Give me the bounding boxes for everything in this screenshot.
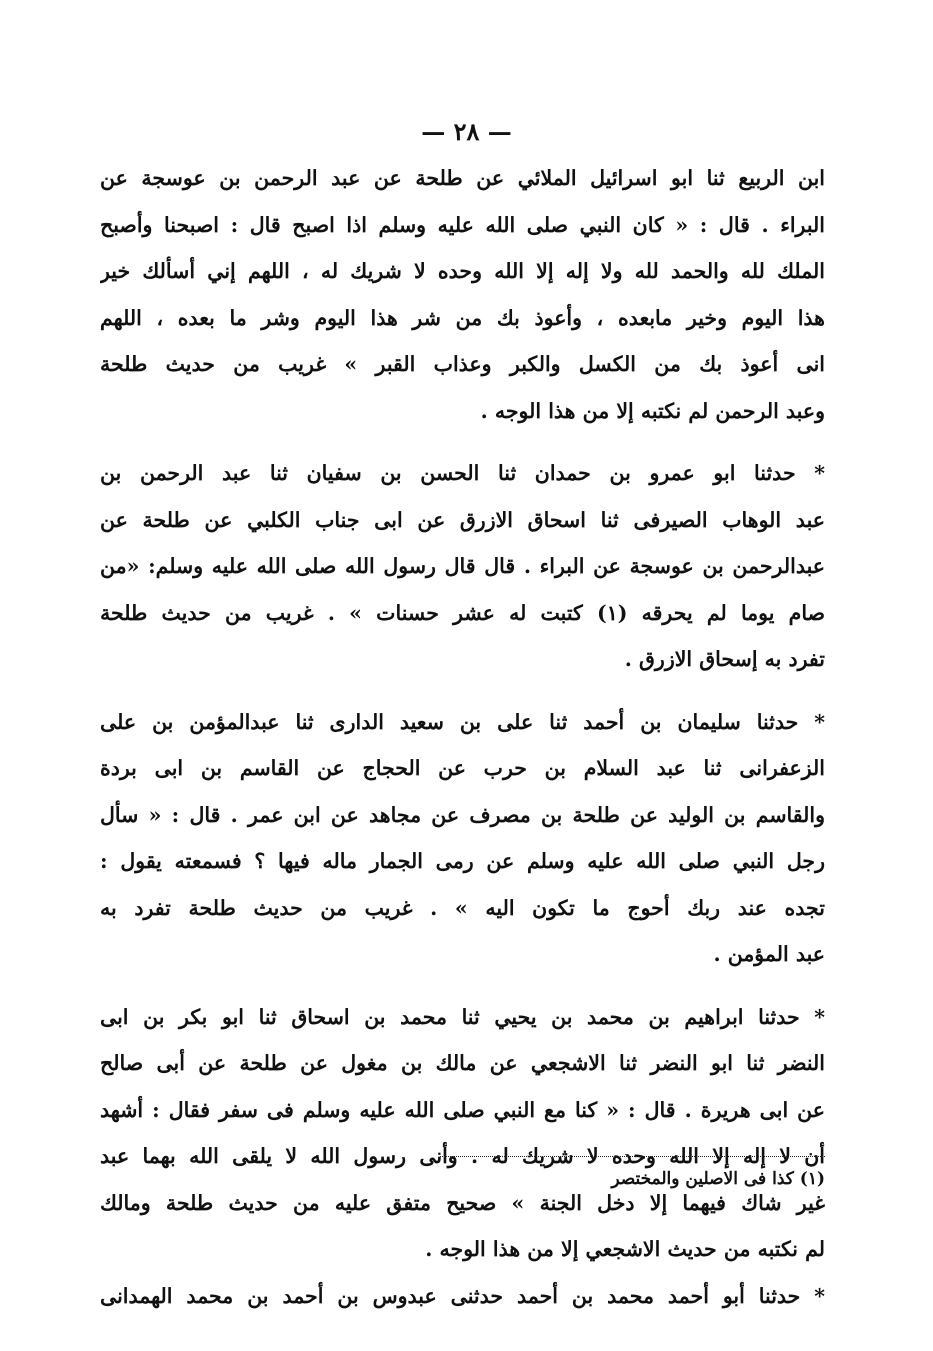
text-line: لم نكتبه من حديث الاشجعي إلا من هذا الوجه . <box>425 1237 825 1261</box>
text-line: والقاسم بن الوليد عن طلحة بن مصرف عن مجاهد عن ابن عمر . قال : « سأل <box>100 802 825 827</box>
text-line: انى أعوذ بك من الكسل والكبر وعذاب القبر » غريب من حديث طلحة <box>100 352 825 376</box>
text-line: * حدثنا أبو أحمد محمد بن أحمد حدثنى عبدوس بن أحمد بن محمد الهمدانى <box>100 1283 825 1308</box>
text-line: * حدثنا ابراهيم بن محمد بن يحيي ثنا محمد بن اسحاق ثنا ابو بكر بن ابى <box>100 1004 825 1029</box>
body-text <box>100 155 825 1319</box>
paragraph-gap <box>100 978 825 994</box>
text-line: النضر ثنا ابو النضر ثنا الاشجعي عن مالك بن مغول عن طلحة عن أبى صالح <box>100 1051 825 1075</box>
text-line: الملك لله والحمد لله ولا إله إلا الله وحده لا شريك له ، اللهم إني أسألك خير <box>100 259 825 283</box>
text-line: الزعفرانى ثنا عبد السلام بن حرب عن الحجاج عن القاسم بن ابى بردة <box>100 756 825 780</box>
text-line: * حدثنا سليمان بن أحمد ثنا على بن سعيد الدارى ثنا عبدالمؤمن بن على <box>100 709 825 734</box>
text-line: وعبد الرحمن لم نكتبه إلا من هذا الوجه . <box>480 398 825 423</box>
text-line: تجده عند ربك أحوج ما تكون اليه » . غريب من حديث طلحة تفرد به <box>100 895 825 920</box>
text-line: تفرد به إسحاق الازرق . <box>624 647 825 671</box>
text-line: عبد الوهاب الصيرفى ثنا اسحاق الازرق عن ابى جناب الكلبي عن طلحة عن <box>100 507 825 532</box>
footnote-separator <box>440 1156 825 1157</box>
text-line: عن ابى هريرة . قال : « كنا مع النبي صلى الله عليه وسلم فى سفر فقال : أشهد <box>100 1097 825 1122</box>
text-line: * حدثنا ابو عمرو بن حمدان ثنا الحسن بن سفيان ثنا عبد الرحمن بن <box>100 461 825 485</box>
page-number: — ٢٨ — <box>421 117 512 146</box>
text-line: أن لا إله إلا الله وحده لا شريك له . وأنى رسول الله لا يلقى الله بهما عبد <box>100 1144 825 1168</box>
text-line: البراء . قال : « كان النبي صلى الله عليه وسلم اذا اصبح قال : اصبحنا وأصبح <box>100 212 825 237</box>
text-line: غير شاك فيهما إلا دخل الجنة » صحيح متفق عليه من حديث طلحة ومالك <box>100 1190 825 1215</box>
text-line: ابن الربيع ثنا ابو اسرائيل الملائي عن طلحة عن عبد الرحمن بن عوسجة عن <box>100 166 825 190</box>
text-line: صام يوما لم يحرقه (١) كتبت له عشر حسنات » . غريب من حديث طلحة <box>100 600 825 625</box>
text-line: عبدالرحمن بن عوسجة عن البراء . قال قال رسول الله صلى الله عليه وسلم: «من <box>100 554 825 578</box>
text-line: هذا اليوم وخير مابعده ، وأعوذ بك من شر هذا اليوم وشر ما بعده ، اللهم <box>100 305 825 330</box>
footnote: (١) كذا فى الاصلين والمختصر <box>611 1169 825 1189</box>
paragraph-gap <box>100 434 825 450</box>
paragraph-gap <box>100 683 825 699</box>
text-line: عبد المؤمن . <box>713 942 825 966</box>
text-line: رجل النبي صلى الله عليه وسلم عن رمى الجمار ماله فيها ؟ فسمعته يقول : <box>100 849 825 873</box>
